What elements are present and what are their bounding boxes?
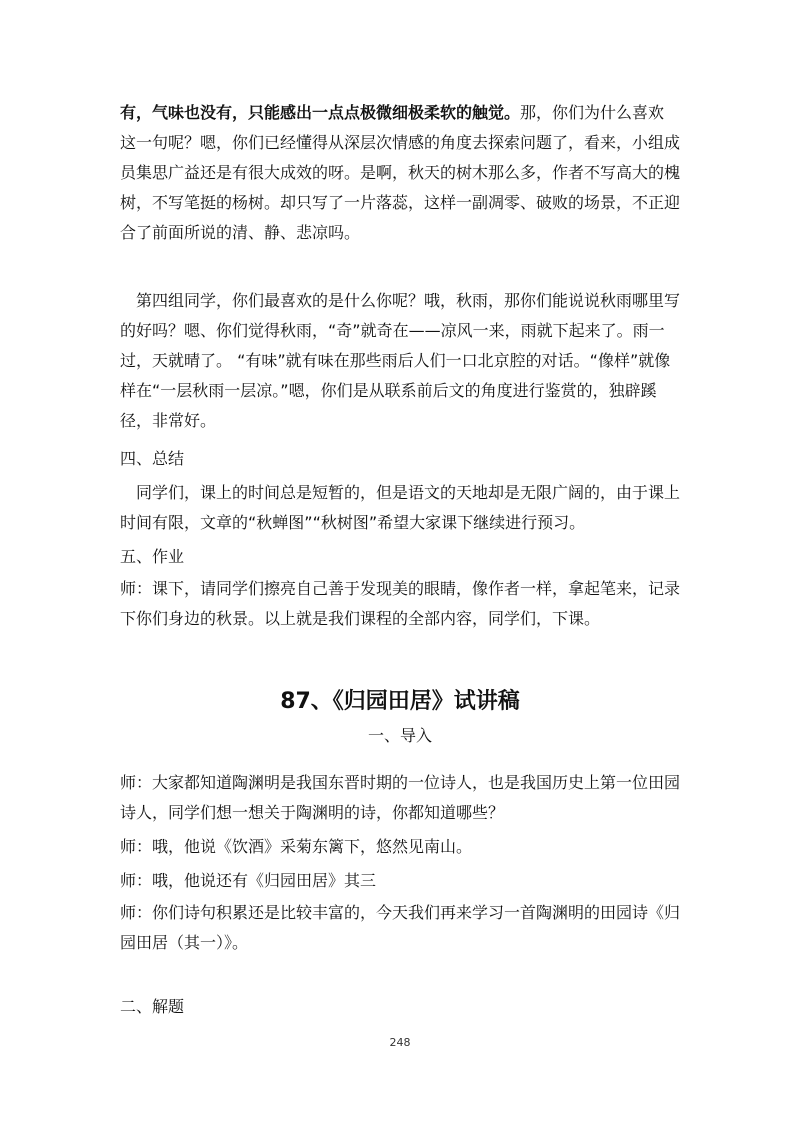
- paragraph-1-rest: 那，你们为什么喜欢这一句呢？嗯，你们已经懂得从深层次情感的角度去探索问题了，看来，小组成员集思广益还是有很大成效的呀。是啊，秋天的树木那么多，作者不写高大的槐树，不写笔挺的杨树。却只写了一片落蕊，这样一副凋零、破败的场景，不正迎合了前面所说的清、静、悲凉吗。: [120, 103, 681, 242]
- paragraph-1: [120, 98, 680, 248]
- teacher-line-1: 师：大家都知道陶渊明是我国东晋时期的一位诗人，也是我国历史上第一位田园诗人，同学们想一想关于陶渊明的诗，你都知道哪些？: [120, 773, 681, 822]
- section-explain: 二、解题: [120, 997, 185, 1016]
- paragraph-1-bold: 有，气味也没有，只能感出一点点极微细极柔软的触觉。: [120, 103, 521, 122]
- heading-summary: 四、总结: [120, 449, 185, 468]
- paragraph-2: 第四组同学，你们最喜欢的是什么你呢？哦，秋雨，那你们能说说秋雨哪里写的好吗？嗯、你们觉得秋雨，“奇”就奇在——凉风一来，雨就下起来了。雨一过，天就晴了。 “有味”就有味在那些雨后人们一口北京腔的对话。“像样”就像样在“一层秋雨一层凉。”嗯，你们是从联系前后文的角度进行鉴赏的，独辟蹊径，非常好。: [120, 291, 681, 430]
- teacher-line-4: 师：你们诗句积累还是比较丰富的，今天我们再来学习一首陶渊明的田园诗《归园田居（其一）》。: [120, 903, 681, 952]
- page-number: 248: [389, 1036, 411, 1049]
- lecture-title: 87、《归园田居》试讲稿: [280, 689, 520, 714]
- paragraph-3: 同学们，课上的时间总是短暂的，但是语文的天地却是无限广阔的，由于课上时间有限，文章的“秋蝉图”“秋树图”希望大家课下继续进行预习。: [120, 483, 681, 532]
- teacher-line-3: 师：哦，他说还有《归园田居》其三: [120, 871, 377, 890]
- teacher-line-2: 师：哦，他说《饮酒》采菊东篱下，悠然见南山。: [120, 837, 473, 856]
- paragraph-4: 师：课下，请同学们擦亮自己善于发现美的眼睛，像作者一样，拿起笔来，记录下你们身边的秋景。以上就是我们课程的全部内容，同学们，下课。: [120, 579, 681, 628]
- section-intro: 一、导入: [367, 726, 432, 745]
- heading-homework: 五、作业: [120, 547, 185, 566]
